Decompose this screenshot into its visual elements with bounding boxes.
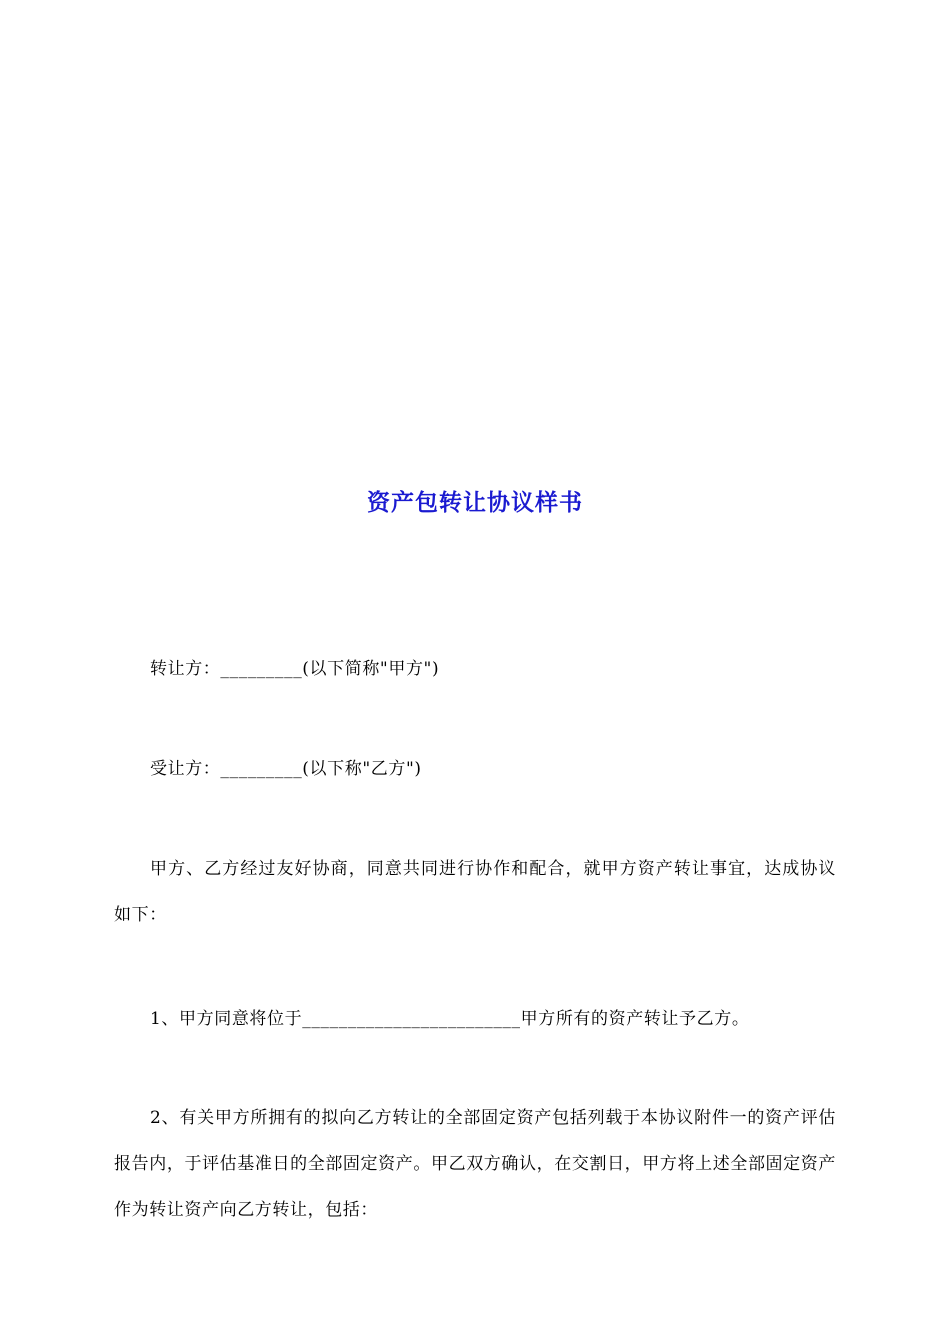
clause-1-paragraph: 1、甲方同意将位于________________________甲方所有的资产转让予乙方。: [150, 1009, 750, 1029]
preamble-paragraph: 甲方、乙方经过友好协商，同意共同进行协作和配合，就甲方资产转让事宜，达成协议如下：: [114, 859, 836, 925]
clause-2-paragraph: 2、有关甲方所拥有的拟向乙方转让的全部固定资产包括列载于本协议附件一的资产评估报告内，于评估基准日的全部固定资产。甲乙双方确认，在交割日，甲方将上述全部固定资产作为转让资产向乙方转让，包括：: [114, 1108, 836, 1220]
document-title: 资产包转让协议样书: [367, 489, 583, 516]
transferee-line: 受让方：_________(以下称"乙方"): [150, 759, 422, 779]
transferor-line: 转让方：_________(以下简称"甲方"): [150, 659, 440, 679]
